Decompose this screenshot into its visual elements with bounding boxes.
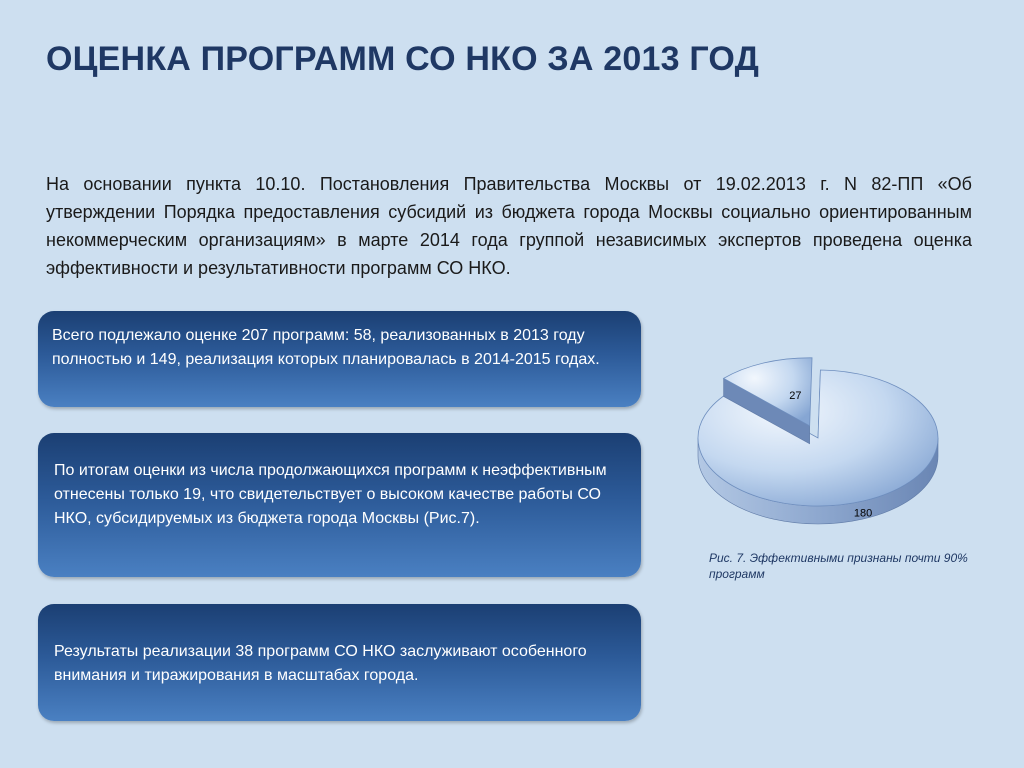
info-box-text: По итогам оценки из числа продолжающихся программ к неэффективным отнесены только 19, что свидетельствует о высоком качестве работы СО НКО, субсидируемых из бюджета города Москвы (Рис.7). — [54, 462, 607, 527]
info-box-text: Результаты реализации 38 программ СО НКО заслуживают особенного внимания и тиражирования в масштабах города. — [54, 643, 587, 684]
pie-chart — [690, 340, 950, 530]
page-title: ОЦЕНКА ПРОГРАММ СО НКО ЗА 2013 ГОД — [46, 40, 760, 78]
pie-data-label: 180 — [853, 507, 873, 520]
info-box-best-programs — [38, 604, 641, 721]
intro-paragraph: На основании пункта 10.10. Постановления Правительства Москвы от 19.02.2013 г. N 82-ПП «Об утверждении Порядка предоставления субсидий из бюджета города Москвы социально ориентированным некоммерческим организациям» в марте 2014 года группой независимых экспертов проведена оценка эффективности и результативности программ СО НКО. — [46, 174, 972, 278]
pie-data-label: 27 — [789, 389, 802, 402]
info-box-evaluation-results — [38, 433, 641, 577]
info-box-text: Всего подлежало оценке 207 программ: 58, реализованных в 2013 году полностью и 149, реализация которых планировалась в 2014-2015 годах. — [52, 327, 600, 368]
chart-caption: Рис. 7. Эффективными признаны почти 90% программ — [709, 551, 968, 581]
info-box-total-programs — [38, 311, 641, 407]
